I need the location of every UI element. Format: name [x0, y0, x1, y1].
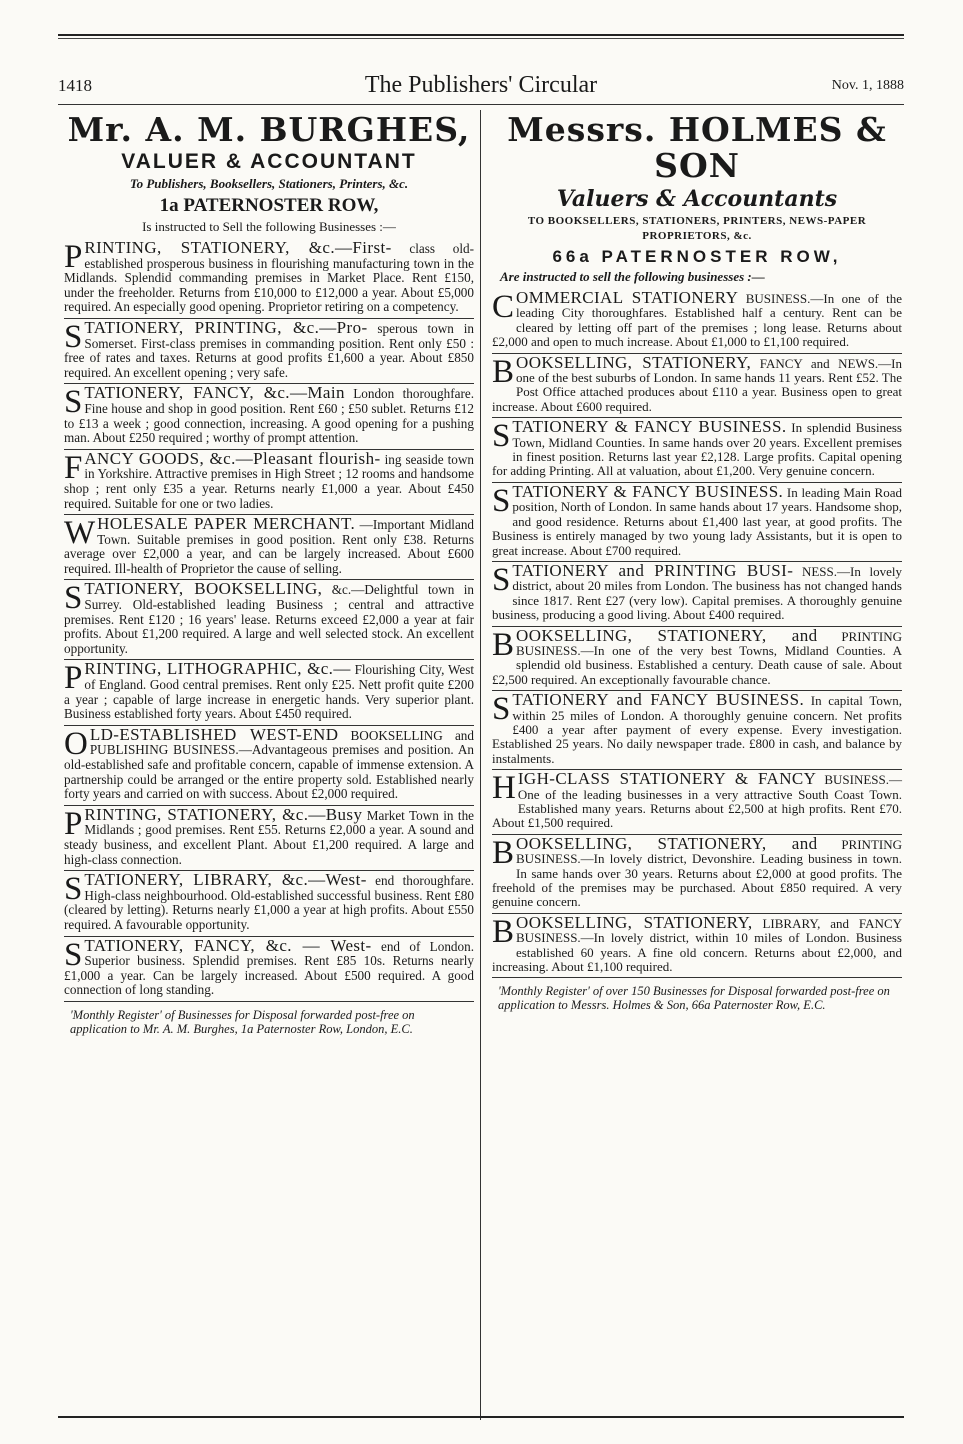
- drop-capital: B: [492, 834, 515, 871]
- drop-capital: O: [64, 725, 88, 762]
- listing-text: [492, 769, 902, 831]
- running-header: [58, 72, 904, 100]
- business-listing: [64, 660, 474, 725]
- firm-intro: Are instructed to sell the following businesses :—: [500, 269, 765, 284]
- drop-capital: S: [64, 936, 83, 973]
- register-note: 'Monthly Register' of Businesses for Disposal forwarded post-free on application to Mr. A. M. Burghes, 1a Paternoster Row, London, E.C.: [70, 1007, 415, 1036]
- business-listing: [64, 937, 474, 1002]
- listing-heading: TATIONERY & FANCY BUSINESS.: [512, 417, 787, 437]
- issue-date: Nov. 1, 1888: [831, 78, 904, 93]
- business-listing: [492, 914, 902, 979]
- listing-body: BOOKSELLING and PUBLISHING BUSINESS.—Advantageous premises and position. An old-established safe and profitable concern, capable of immense extension. A partnership could be arranged or the entire property sold. Established nearly forty years and carried on with success. About £2,000 required.: [64, 727, 474, 802]
- listing-text: [492, 352, 903, 415]
- drop-capital: P: [64, 805, 83, 842]
- header-rule: [58, 104, 904, 105]
- business-listing: [492, 289, 902, 354]
- business-listing: [492, 483, 902, 562]
- drop-capital: B: [492, 626, 515, 663]
- business-listing: [64, 450, 474, 515]
- listing-heading: RINTING, LITHOGRAPHIC, &c.—: [84, 659, 351, 679]
- listing-body: LIBRARY, and FANCY BUSINESS.—In lovely district, within 10 miles of London. Business established 60 years. A fine old concern. Returns about £2,000, and increasing. About £1,100 required.: [492, 915, 902, 975]
- listing-text: [492, 481, 902, 558]
- firm-title: Valuers & Accountants: [556, 186, 838, 212]
- business-listing: [492, 354, 902, 419]
- drop-capital: B: [492, 353, 515, 390]
- listing-heading: TATIONERY and PRINTING BUSI-: [512, 560, 794, 580]
- journal-title: The Publishers' Circular: [364, 72, 598, 98]
- listing-text: [64, 514, 475, 576]
- business-listing: [64, 515, 474, 580]
- listing-body: end thoroughfare. High-class neighbourhood. Old-established successful business. Rent £80 (cleared by letting). Returns nearly £1,000 a year at high profits. About £550 required. A favourable opportunity.: [64, 873, 474, 932]
- drop-capital: S: [64, 871, 83, 908]
- listing-text: [492, 417, 902, 479]
- firm-name: Mr. A. M. BURGHES,: [67, 110, 471, 149]
- listing-body: &c.—Delightful town in Surrey. Old-established leading Business ; central and attractive premises. Rent £120 ; 16 years' lease. Returns exceed £2,000 a year at fair profits. About £1,200 required. A large and well selected stock. An excellent opportunity.: [64, 582, 475, 656]
- listing-heading: ANCY GOODS, &c.—Pleasant flourish-: [84, 448, 381, 468]
- listing-body: In leading Main Road position, North of London. In same hands about 17 years. Handsome shop, and good residence. Returns about £1,400 last year, at good profits. The Business is entirely managed by two young lady Assistants, but it is open to great increase. About £700 required.: [492, 484, 902, 558]
- drop-capital: S: [492, 418, 511, 455]
- business-listing: [492, 418, 902, 483]
- listing-body: Market Town in the Midlands ; good premises. Rent £55. Returns £2,000 a year. A sound and steady business, and excellent Plant. About £1,200 required. A large and high-class connection.: [64, 807, 475, 867]
- listing-heading: TATIONERY, BOOKSELLING,: [84, 579, 323, 599]
- listing-heading: IGH-CLASS STATIONERY & FANCY: [517, 769, 817, 789]
- listing-text: [64, 804, 475, 867]
- listing-heading: TATIONERY, LIBRARY, &c.—West-: [84, 870, 367, 890]
- drop-capital: S: [492, 482, 511, 519]
- firm-clients: TO BOOKSELLERS, STATIONERS, PRINTERS, NEWS-PAPER PROPRIETORS, &c.: [527, 215, 867, 242]
- listing-body: In splendid Business Town, Midland Counties. In same hands over 20 years. Excellent premises in finest position. Returns last year £2,128. Large profits. Capital opening for adding Printing. All at valuation, about £1,200. Very genuine concern.: [492, 420, 902, 479]
- listing-body: BUSINESS.—One of the leading businesses in a very attractive South Coast Town. Established many years. Returns about £2,500 at high profits. Rent £70. About £1,500 required.: [492, 772, 902, 831]
- listing-text: [64, 448, 475, 511]
- business-listing: [492, 627, 902, 692]
- listing-text: [492, 288, 903, 350]
- firm-address: 1a PATERNOSTER ROW,: [159, 195, 379, 216]
- top-rule-thin: [58, 38, 904, 39]
- listing-heading: TATIONERY, PRINTING, &c.—Pro-: [84, 317, 368, 337]
- listing-text: [64, 238, 474, 315]
- drop-capital: H: [492, 770, 516, 807]
- drop-capital: P: [64, 239, 83, 275]
- listing-text: [64, 935, 474, 998]
- drop-capital: S: [64, 318, 83, 355]
- listing-body: PRINTING BUSINESS.—In lovely district, Devonshire. Leading business in town. In same hands over 30 years. Returns about £2,000 at good profits. The freehold of the premises may be purchased. About £850 required. A very genuine concern.: [492, 836, 902, 910]
- business-listing: [64, 384, 474, 449]
- business-listing: [64, 319, 474, 384]
- listing-text: [64, 317, 474, 380]
- listing-body: end of London. Superior business. Splendid premises. Rent £85 10s. Returns nearly £1,000 a year. Can be largely increased. About £500 required. A good connection of long standing.: [64, 938, 474, 998]
- business-listing: [64, 871, 474, 936]
- firm-address: 66a PATERNOSTER ROW,: [552, 247, 842, 266]
- drop-capital: S: [492, 561, 511, 598]
- top-rule: [58, 34, 904, 36]
- listing-text: [64, 659, 474, 722]
- business-listing: [492, 691, 902, 770]
- business-listing: [64, 806, 474, 871]
- business-listing: [64, 239, 474, 319]
- listing-heading: OMMERCIAL STATIONERY: [516, 288, 739, 307]
- page-number: 1418: [58, 76, 92, 95]
- listing-body: London thoroughfare. Fine house and shop in good position. Rent £60 ; £50 sublet. Returns £12 to £13 a week ; good connection, increasing. A good opening for a pushing man. About £250 required ; worthy of prompt attention.: [64, 386, 474, 446]
- column-divider: [480, 110, 481, 1420]
- listing-heading: TATIONERY and FANCY BUSINESS.: [512, 690, 805, 710]
- listing-heading: TATIONERY & FANCY BUSINESS.: [512, 481, 784, 501]
- listing-text: [64, 383, 474, 446]
- bottom-rule: [58, 1416, 904, 1418]
- register-note: 'Monthly Register' of over 150 Businesses for Disposal forwarded post-free on application to Messrs. Holmes & Son, 66a Paternoster Row, E.C.: [498, 984, 890, 1013]
- drop-capital: S: [64, 580, 83, 617]
- drop-capital: P: [64, 660, 83, 697]
- firm-title: VALUER & ACCOUNTANT: [121, 150, 417, 173]
- listing-body: FANCY and NEWS.—In one of the best suburbs of London. In same hands 11 years. Rent £52. The Post Office attached produces about £110 a year. Business open to great increase. About £600 required.: [492, 355, 903, 414]
- listing-heading: OOKSELLING, STATIONERY,: [516, 912, 753, 932]
- listing-body: PRINTING BUSINESS.—In one of the very best Towns, Midland Counties. A splendid old business. Established a century. Death cause of sale. About £2,500 required. An exceptionally favourable chance.: [492, 628, 902, 687]
- listing-heading: HOLESALE PAPER MERCHANT.: [97, 514, 356, 534]
- listing-text: [492, 560, 902, 623]
- listing-text: [492, 625, 902, 688]
- listing-text: [64, 579, 475, 656]
- listing-body: sperous town in Somerset. First-class premises in commanding position. Rent only £50 : free of rates and taxes. Returns at good profits £1,600 a year. About £850 required. An excellent opening ; very safe.: [64, 320, 474, 380]
- business-listing: [64, 580, 474, 660]
- advertisement-list: [64, 239, 474, 1002]
- firm-intro: Is instructed to Sell the following Businesses :—: [142, 219, 396, 234]
- listing-heading: RINTING, STATIONERY, &c.—First-: [84, 238, 392, 257]
- drop-capital: F: [64, 449, 83, 486]
- firm-name: Messrs. HOLMES & SON: [507, 110, 887, 185]
- advertisement-list: [492, 289, 902, 978]
- listing-heading: OOKSELLING, STATIONERY,: [516, 352, 752, 372]
- business-listing: [492, 562, 902, 627]
- listing-body: —Important Midland Town. Suitable premises in good position. Rent only £38. Returns average over £2,000 a year, and can be largely increased. About £600 required. Ill-health of Proprietor the cause of selling.: [64, 517, 475, 576]
- listing-body: BUSINESS.—In one of the leading City thoroughfares. Established half a century. Rent can be cleared by letting off part of the premises ; long lease. Returns about £2,000 and open to much increase. About £1,000 to £1,100 required.: [492, 291, 903, 350]
- drop-capital: W: [64, 515, 96, 552]
- listing-heading: OOKSELLING, STATIONERY, and: [516, 833, 818, 853]
- listing-heading: RINTING, STATIONERY, &c.—Busy: [84, 804, 363, 824]
- listing-text: [492, 833, 902, 910]
- drop-capital: C: [492, 289, 515, 325]
- drop-capital: B: [492, 913, 515, 950]
- listing-body: NESS.—In lovely district, about 20 miles from London. The business has not changed hands since 1817. Rent £27 (very low). Capital premises. A thoroughly genuine business, producing a good living. About £400 required.: [492, 563, 902, 623]
- listing-heading: TATIONERY, FANCY, &c.—Main: [84, 383, 345, 403]
- right-column-holmes: [492, 112, 902, 1012]
- listing-heading: LD-ESTABLISHED WEST-END: [89, 724, 339, 744]
- listing-body: In capital Town, within 25 miles of London. A thoroughly genuine concern. Net profits £400 a year after payment of every expense. Every investigation. Established 25 years. No daily newspaper trade. £800 in cash, and balance by instalments.: [492, 693, 902, 766]
- left-column-burghes: [64, 112, 474, 1036]
- drop-capital: S: [64, 384, 83, 421]
- business-listing: [492, 835, 902, 914]
- business-listing: [64, 726, 474, 806]
- business-listing: [492, 770, 902, 835]
- listing-text: [64, 870, 474, 932]
- firm-clients: To Publishers, Booksellers, Stationers, Printers, &c.: [129, 176, 409, 191]
- newspaper-page: [58, 30, 904, 1420]
- listing-body: ing seaside town in Yorkshire. Attractive premises in High Street ; 12 rooms and handsome shop ; rent only £35 a year. Returns nearly £1,000 a year. About £450 required. Suitable for one or two ladies.: [64, 451, 475, 511]
- listing-heading: TATIONERY, FANCY, &c. — West-: [84, 935, 372, 955]
- listing-body: Flourishing City, West of England. Good central premises. Rent only £25. Nett profit quite £200 a year ; capable of large increase in energetic hands. Very superior plant. Business established forty years. About £450 required.: [64, 662, 474, 722]
- listing-text: [64, 724, 474, 802]
- listing-text: [492, 912, 902, 975]
- listing-text: [492, 690, 902, 766]
- drop-capital: S: [492, 691, 511, 728]
- listing-heading: OOKSELLING, STATIONERY, and: [516, 625, 818, 645]
- listing-body: class old-established prosperous business in flourishing manufacturing town in the Midlands. Splendid commanding premises in Market Place. Rent £150, under the freeholder. Returns from £10,000 to £12,000 a year. About £5,000 required. An especially good opening. Proprietor retiring on a competency.: [64, 241, 474, 315]
